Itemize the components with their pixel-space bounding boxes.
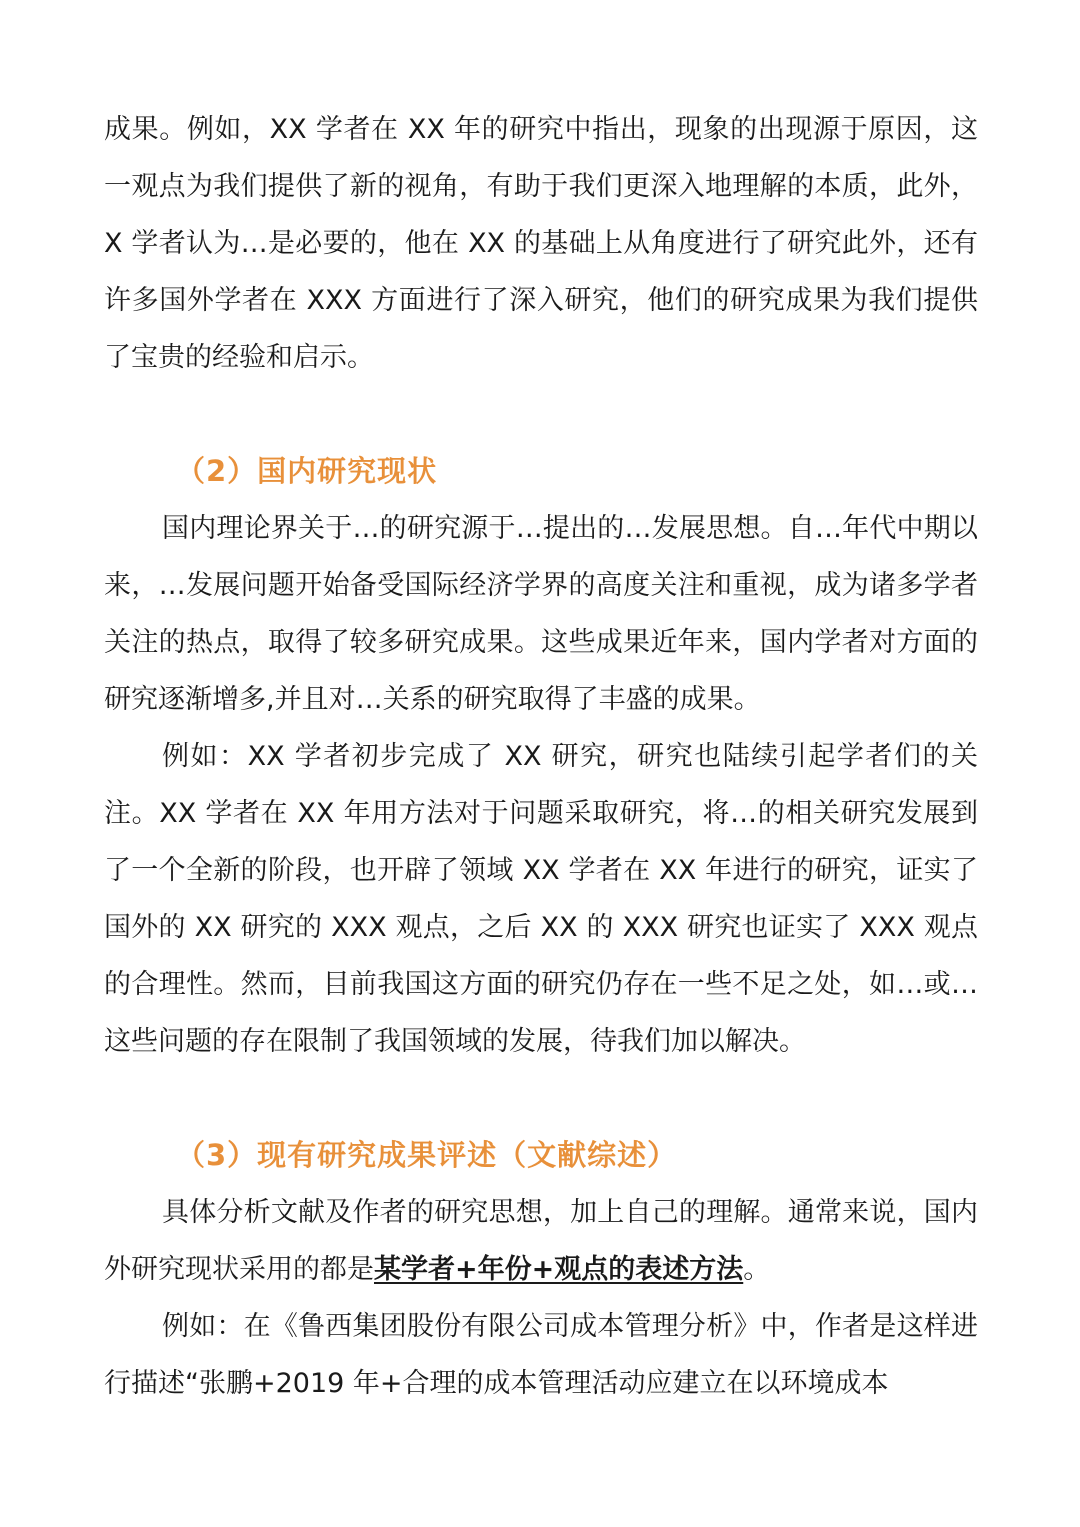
review-method-text: 具体分析文献及作者的研究思想，加上自己的理解。通常来说，国内外研究现状采用的都是 [104,1197,978,1285]
paragraph-review-method [104,1184,978,1298]
paragraph-foreign-research-end: 成果。例如，XX 学者在 XX 年的研究中指出，现象的出现源于原因，这一观点为我们提供了新的视角，有助于我们更深入地理解的本质，此外，X 学者认为…是必要的，他在 XX 的基础上从角度进行了研究此外，还有许多国外学者在 XXX 方面进行了深入研究，他们的研究成果为我们提供了宝贵的经验和启示。 [104,114,978,373]
review-method-end: 。 [743,1254,771,1285]
document-page [104,101,978,1412]
heading-literature-review: （3）现有研究成果评述（文献综述） [176,1138,678,1172]
paragraph-review-example: 例如：在《鲁西集团股份有限公司成本管理分析》中，作者是这样进行描述“张鹏+2019 年+合理的成本管理活动应建立在以环境成本 [104,1311,978,1399]
paragraph-domestic-research: 国内理论界关于…的研究源于…提出的…发展思想。自…年代中期以来，…发展问题开始备受国际经济学界的高度关注和重视，成为诸多学者关注的热点，取得了较多研究成果。这些成果近年来，国内学者对方面的研究逐渐增多,并且对…关系的研究取得了丰盛的成果。 [104,513,978,715]
review-method-emphasis: 某学者+年份+观点的表述方法 [374,1254,744,1285]
paragraph-domestic-example: 例如：XX 学者初步完成了 XX 研究，研究也陆续引起学者们的关注。XX 学者在 XX 年用方法对于问题采取研究，将…的相关研究发展到了一个全新的阶段，也开辟了领域 XX 学者在 XX 年进行的研究，证实了国外的 XX 研究的 XXX 观点，之后 XX 的 XXX 研究也证实了 XXX 观点的合理性。然而，目前我国这方面的研究仍存在一些不足之处，如…或…这些问题的存在限制了我国领域的发展，待我们加以解决。 [104,741,978,1057]
section-gap [104,1070,978,1127]
heading-domestic-research: （2）国内研究现状 [176,454,438,488]
section-gap [104,386,978,443]
